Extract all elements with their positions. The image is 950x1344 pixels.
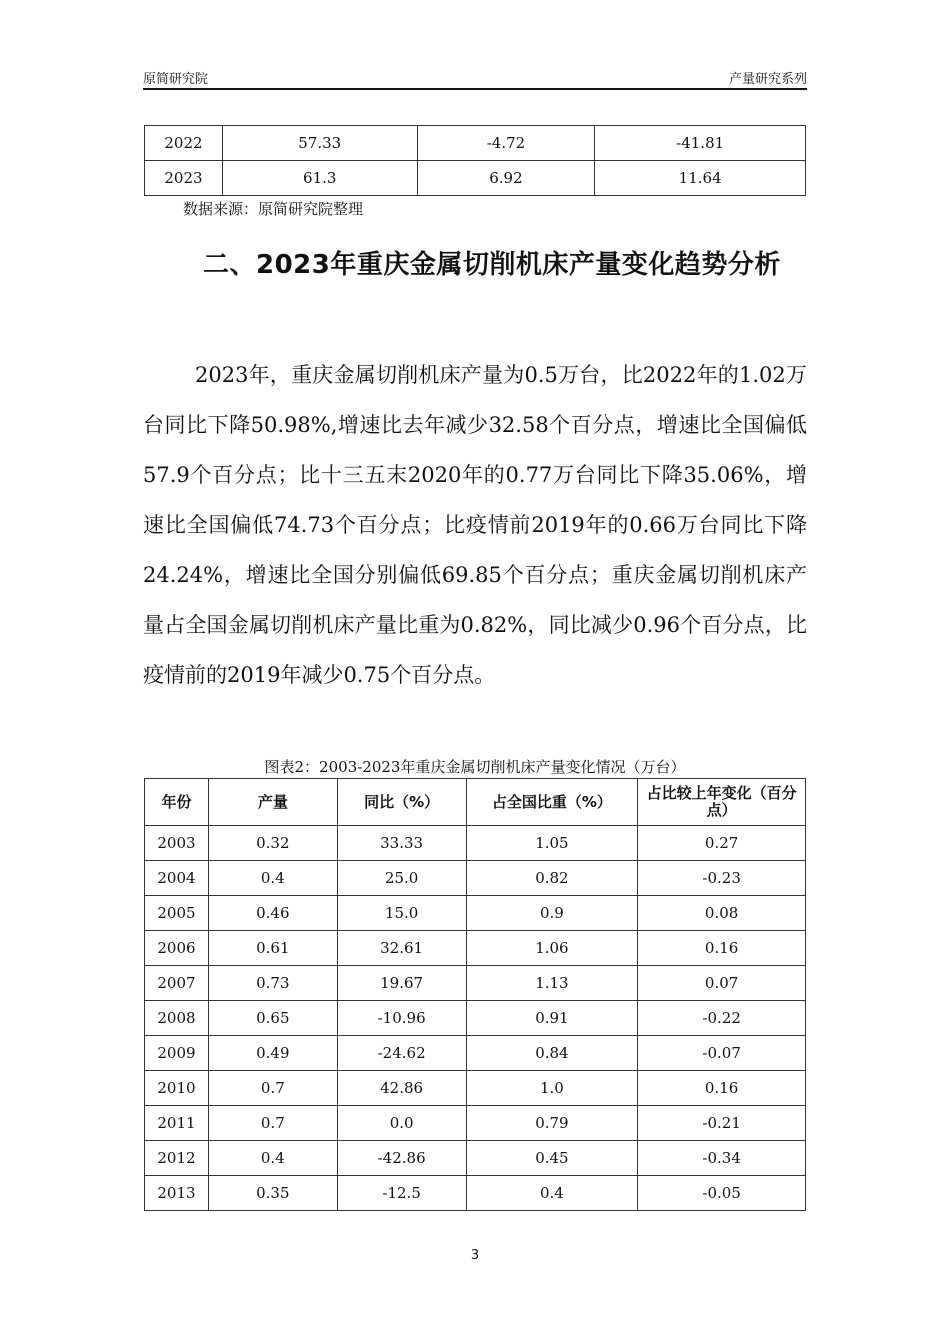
cell: 11.64 <box>595 161 806 196</box>
header-output: 产量 <box>208 779 337 826</box>
cell: 32.61 <box>337 931 466 966</box>
cell: -42.86 <box>337 1141 466 1176</box>
cell: 2006 <box>145 931 209 966</box>
cell: 15.0 <box>337 896 466 931</box>
cell: 0.4 <box>466 1176 638 1211</box>
cell: 0.7 <box>208 1106 337 1141</box>
cell: 0.4 <box>208 861 337 896</box>
cell: -0.34 <box>638 1141 806 1176</box>
header-share-change: 占比较上年变化（百分点） <box>638 779 806 826</box>
cell: 0.35 <box>208 1176 337 1211</box>
cell: 0.84 <box>466 1036 638 1071</box>
cell: -0.23 <box>638 861 806 896</box>
production-table <box>144 778 806 1211</box>
table-row <box>145 126 806 161</box>
cell: 2009 <box>145 1036 209 1071</box>
cell: 0.16 <box>638 1071 806 1106</box>
cell: 0.46 <box>208 896 337 931</box>
cell: 0.4 <box>208 1141 337 1176</box>
table-row <box>145 861 806 896</box>
table-row <box>145 1071 806 1106</box>
table-row <box>145 1141 806 1176</box>
cell: 33.33 <box>337 826 466 861</box>
header-yoy: 同比（%） <box>337 779 466 826</box>
body-paragraph: 2023年，重庆金属切削机床产量为0.5万台，比2022年的1.02万台同比下降50.98%,增速比去年减少32.58个百分点，增速比全国偏低57.9个百分点；比十三五末2020年的0.77万台同比下降35.06%，增速比全国偏低74.73个百分点；比疫情前2019年的0.66万台同比下降24.24%，增速比全国分别偏低69.85个百分点；重庆金属切削机床产量占全国金属切削机床产量比重为0.82%，同比减少0.96个百分点，比疫情前的2019年减少0.75个百分点。 <box>143 363 807 687</box>
cell: -0.05 <box>638 1176 806 1211</box>
cell: 0.07 <box>638 966 806 1001</box>
table-row <box>145 1106 806 1141</box>
cell: 0.91 <box>466 1001 638 1036</box>
cell: 61.3 <box>222 161 417 196</box>
cell: 2010 <box>145 1071 209 1106</box>
cell: -24.62 <box>337 1036 466 1071</box>
cell: 57.33 <box>222 126 417 161</box>
header-org: 原简研究院 <box>143 72 209 87</box>
cell: 0.9 <box>466 896 638 931</box>
data-source-note: 数据来源：原简研究院整理 <box>183 200 364 218</box>
cell: 1.13 <box>466 966 638 1001</box>
cell: 2022 <box>145 126 223 161</box>
cell: 0.82 <box>466 861 638 896</box>
table-row <box>145 1036 806 1071</box>
cell: 2013 <box>145 1176 209 1211</box>
page-number: 3 <box>470 1248 480 1263</box>
cell: -41.81 <box>595 126 806 161</box>
cell: 0.61 <box>208 931 337 966</box>
section-title: 二、2023年重庆金属切削机床产量变化趋势分析 <box>203 250 781 280</box>
cell: 0.79 <box>466 1106 638 1141</box>
cell: -12.5 <box>337 1176 466 1211</box>
header-national-share: 占全国比重（%） <box>466 779 638 826</box>
cell: 6.92 <box>417 161 595 196</box>
cell: 2005 <box>145 896 209 931</box>
cell: 0.32 <box>208 826 337 861</box>
cell: 0.49 <box>208 1036 337 1071</box>
cell: 2023 <box>145 161 223 196</box>
cell: 2004 <box>145 861 209 896</box>
cell: 0.27 <box>638 826 806 861</box>
table-row <box>145 896 806 931</box>
table-header-row <box>145 779 806 826</box>
cell: 0.16 <box>638 931 806 966</box>
table-row <box>145 161 806 196</box>
table-caption: 图表2：2003-2023年重庆金属切削机床产量变化情况（万台） <box>264 758 686 776</box>
cell: 42.86 <box>337 1071 466 1106</box>
cell: 1.0 <box>466 1071 638 1106</box>
cell: 2008 <box>145 1001 209 1036</box>
page-header <box>143 66 807 90</box>
cell: -10.96 <box>337 1001 466 1036</box>
cell: 0.65 <box>208 1001 337 1036</box>
cell: 1.05 <box>466 826 638 861</box>
cell: 2011 <box>145 1106 209 1141</box>
cell: 1.06 <box>466 931 638 966</box>
header-series: 产量研究系列 <box>728 72 807 87</box>
table-row <box>145 826 806 861</box>
table-row <box>145 1001 806 1036</box>
table-row <box>145 931 806 966</box>
table-row <box>145 966 806 1001</box>
header-year: 年份 <box>145 779 209 826</box>
cell: 0.08 <box>638 896 806 931</box>
previous-table-continuation <box>144 125 806 196</box>
cell: -0.21 <box>638 1106 806 1141</box>
cell: 25.0 <box>337 861 466 896</box>
cell: 19.67 <box>337 966 466 1001</box>
cell: -4.72 <box>417 126 595 161</box>
cell: 0.7 <box>208 1071 337 1106</box>
cell: -0.07 <box>638 1036 806 1071</box>
cell: -0.22 <box>638 1001 806 1036</box>
cell: 2007 <box>145 966 209 1001</box>
cell: 2003 <box>145 826 209 861</box>
cell: 2012 <box>145 1141 209 1176</box>
table-row <box>145 1176 806 1211</box>
cell: 0.73 <box>208 966 337 1001</box>
cell: 0.0 <box>337 1106 466 1141</box>
cell: 0.45 <box>466 1141 638 1176</box>
